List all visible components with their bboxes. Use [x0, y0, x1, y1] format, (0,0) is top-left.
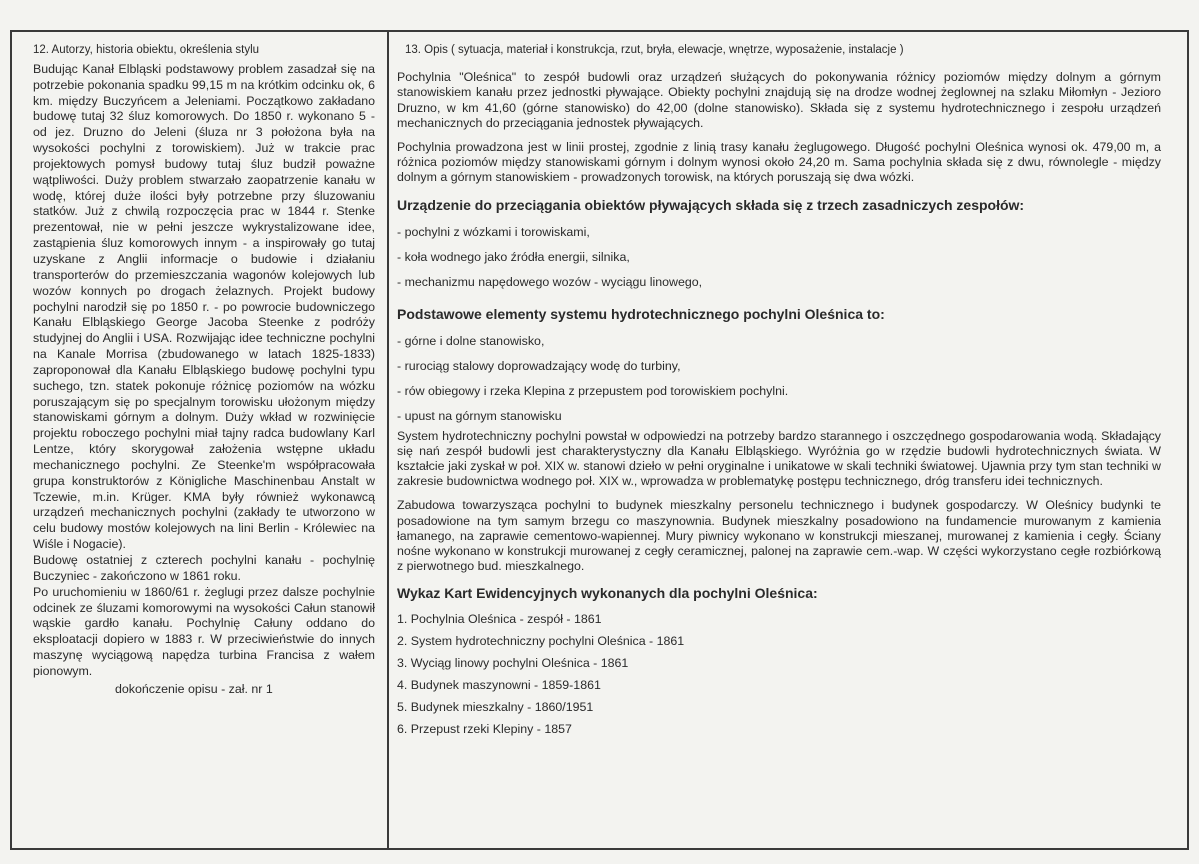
history-paragraph: Budowę ostatniej z czterech pochylni kanału - pochylnię Buczyniec - zakończono w 1861 roku.	[33, 553, 375, 583]
list-item: - rów obiegowy i rzeka Klepina z przepustem pod torowiskiem pochylni.	[397, 383, 789, 398]
description-paragraph: System hydrotechniczny pochylni powstał w odpowiedzi na potrzeby bardzo starannego i oszczędnego gospodarowania wodą. Składający się nań zespół budowli jest charakterystyczny dla Kanału Elbląskiego. Wyróżnia go w rzędzie budowli hydrotechnicznych świata. W kształcie jaki zyskał w poł. XIX w. stanowi dzieło w pełni oryginalne i unikatowe w skali techniki światowej. Ujawnia przy tym stan techniki w zakresie budownictwa wodnego poł. XIX w., wprowadza w problematykę postępu technicznego, dróg transferu idei technicznych.	[397, 428, 1161, 489]
list-item: 5. Budynek mieszkalny - 1860/1951	[397, 700, 594, 715]
list-item: - koła wodnego jako źródła energii, silnika,	[397, 249, 630, 264]
description-paragraph: Pochylnia "Oleśnica" to zespół budowli oraz urządzeń służących do pokonywania różnicy poziomów między dolnym a górnym stanowiskiem kanału przez jednostki pływające. Obiekty pochylni znajdują się na drodze wodnej żeglownej na szlaku Miłomłyn - Jezioro Druzno, w km 41,60 (górne stanowisko) do 42,00 (dolne stanowisko). Składa się z systemu hydrotechnicznego i zespołu urządzeń mechanicznych do przeciągania jednostek pływających.	[397, 70, 1161, 130]
top-frame-line	[10, 30, 1189, 32]
list-item: 2. System hydrotechniczny pochylni Oleśnica - 1861	[397, 634, 685, 649]
description-column	[397, 43, 1161, 740]
left-frame-line	[10, 30, 12, 850]
list-item: - upust na górnym stanowisku	[397, 408, 562, 423]
history-paragraph: Budując Kanał Elbląski podstawowy problem zasadzał się na potrzebie pokonania spadku 99,15 m na krótkim odcinku ok, 6 km. między Buczyńcem a Jeleniami. Początkowo zakładano budowę tutaj 32 śluz komorowych. Do 1850 r. wykonano 5 - od jez. Druzno do Jeleni (śluza nr 3 położona była na wysokości pochylni z torowiskiem). Już w trakcie prac projektowych pomysł budowy tutaj śluz budził poważne wątpliwości. Duży problem stwarzało zaopatrzenie kanału w wodę, której duże ilości były potrzebne przy śluzowaniu statków. Już z chwilą rozpoczęcia prac w 1844 r. Stenke prezentował, nie w pełni jeszcze wykrystalizowane idee, zastąpienia śluz komorowych innym - a inspirowały go tutaj uzyskane z Anglii informacje o budowie i działaniu transporterów do przemieszczania wagonów kolejowych lub wozów konnych po drogach żelaznych. Projekt budowy pochylni narodził się po 1850 r. - po powrocie budowniczego Kanału Elbląskiego George Jacoba Steenke z podróży studyjnej do Anglii i USA. Rozwijając idee techniczne pochylni na Kanale Morrisa (zbudowanego w latach 1825-1833) zaproponował dla Kanału Elbląskiego budowę pochylni typu suchego, tzn. statek pokonuje różnicę poziomów na wózku poruszającym się po specjalnym torowisku ułożonym między stanowiskami górnym a dolnym. Duży wkład w rozwinięcie projektu roboczego pochylni miał tajny radca budowlany Karl Lentze, który skorygował założenia wstępne układu mechanicznego pochylni. Ze Steenke'm współpracowała grupa konstruktorów z Königliche Maschinenbau Anstalt w Tczewie, m.in. Krüger. KMA były również wykonawcą urządzeń mechanicznych pochylni (zakłady te utworzono w celu budowy mostów kolejowych na lini Berlin - Królewiec na Wiśle i Nogacie).	[33, 61, 375, 552]
column-divider	[387, 30, 389, 850]
continuation-note: dokończenie opisu - zał. nr 1	[115, 681, 273, 696]
list-item: 4. Budynek maszynowni - 1859-1861	[397, 678, 601, 693]
list-item: 3. Wyciąg linowy pochylni Oleśnica - 1861	[397, 656, 629, 671]
list-item: 1. Pochylnia Oleśnica - zespół - 1861	[397, 612, 602, 627]
description-paragraph: Pochylnia prowadzona jest w linii prostej, zgodnie z linią trasy kanału żeglugowego. Długość pochylni Oleśnica wynosi ok. 479,00 m, a różnica poziomów między stanowiskami górnym i dolnym wynosi około 24,20 m. Sama pochylnia składa się z dwu, równolegle - między dolnym a górnym stanowiskiem - prowadzonych torowisk, na których poruszają się dwa wózki.	[397, 140, 1161, 185]
description-paragraph: Zabudowa towarzysząca pochylni to budynek mieszkalny personelu technicznego i budynek gospodarczy. W Oleśnicy budynki te posadowione na tym samym brzegu co maszynownia. Budynek mieszkalny posadowiono na fundamencie murowanym z kamienia łamanego, na zaprawie cementowo-wapiennej. Mury piwnicy wykonano w konstrukcji mieszanej, murowanej z kamienia i cegły. Ściany nośne wykonano w konstrukcji murowanej z cegły ceramicznej, palonej na zaprawie cem.-wap. W części wykorzystano cegłe rozbiórkową z pierwotnego bud. mieszkalnego.	[397, 498, 1161, 574]
list-item: 6. Przepust rzeki Klepiny - 1857	[397, 722, 572, 737]
section-title-devices: Urządzenie do przeciągania obiektów pływających składa się z trzech zasadniczych zespołów:	[397, 196, 1025, 213]
description-heading: 13. Opis ( sytuacja, materiał i konstrukcja, rzut, bryła, elewacje, wnętrze, wyposażenie, instalacje )	[405, 44, 904, 56]
list-item: - rurociąg stalowy doprowadzający wodę do turbiny,	[397, 358, 681, 373]
section-title-elements: Podstawowe elementy systemu hydrotechnicznego pochylni Oleśnica to:	[397, 305, 885, 322]
history-heading: 12. Autorzy, historia obiektu, określenia stylu	[33, 44, 260, 56]
history-column	[33, 43, 375, 698]
history-paragraph: Po uruchomieniu w 1860/61 r. żeglugi przez dalsze pochylnie odcinek ze śluzami komorowymi na wysokości Całun stanowił wąskie gardło kanału. Pochylnię Całuny oddano do eksploatacji dopiero w 1883 r. W przeciwieństwie do innych maszynę wyciągową napędza turbina Francisa z wałem pionowym.	[33, 584, 375, 678]
list-item: - mechanizmu napędowego wozów - wyciągu linowego,	[397, 274, 703, 289]
section-title-cards: Wykaz Kart Ewidencyjnych wykonanych dla pochylni Oleśnica:	[397, 585, 818, 602]
right-frame-line	[1187, 30, 1189, 850]
list-item: - górne i dolne stanowisko,	[397, 333, 545, 348]
list-item: - pochylni z wózkami i torowiskami,	[397, 224, 590, 239]
bottom-frame-line	[10, 848, 1189, 850]
